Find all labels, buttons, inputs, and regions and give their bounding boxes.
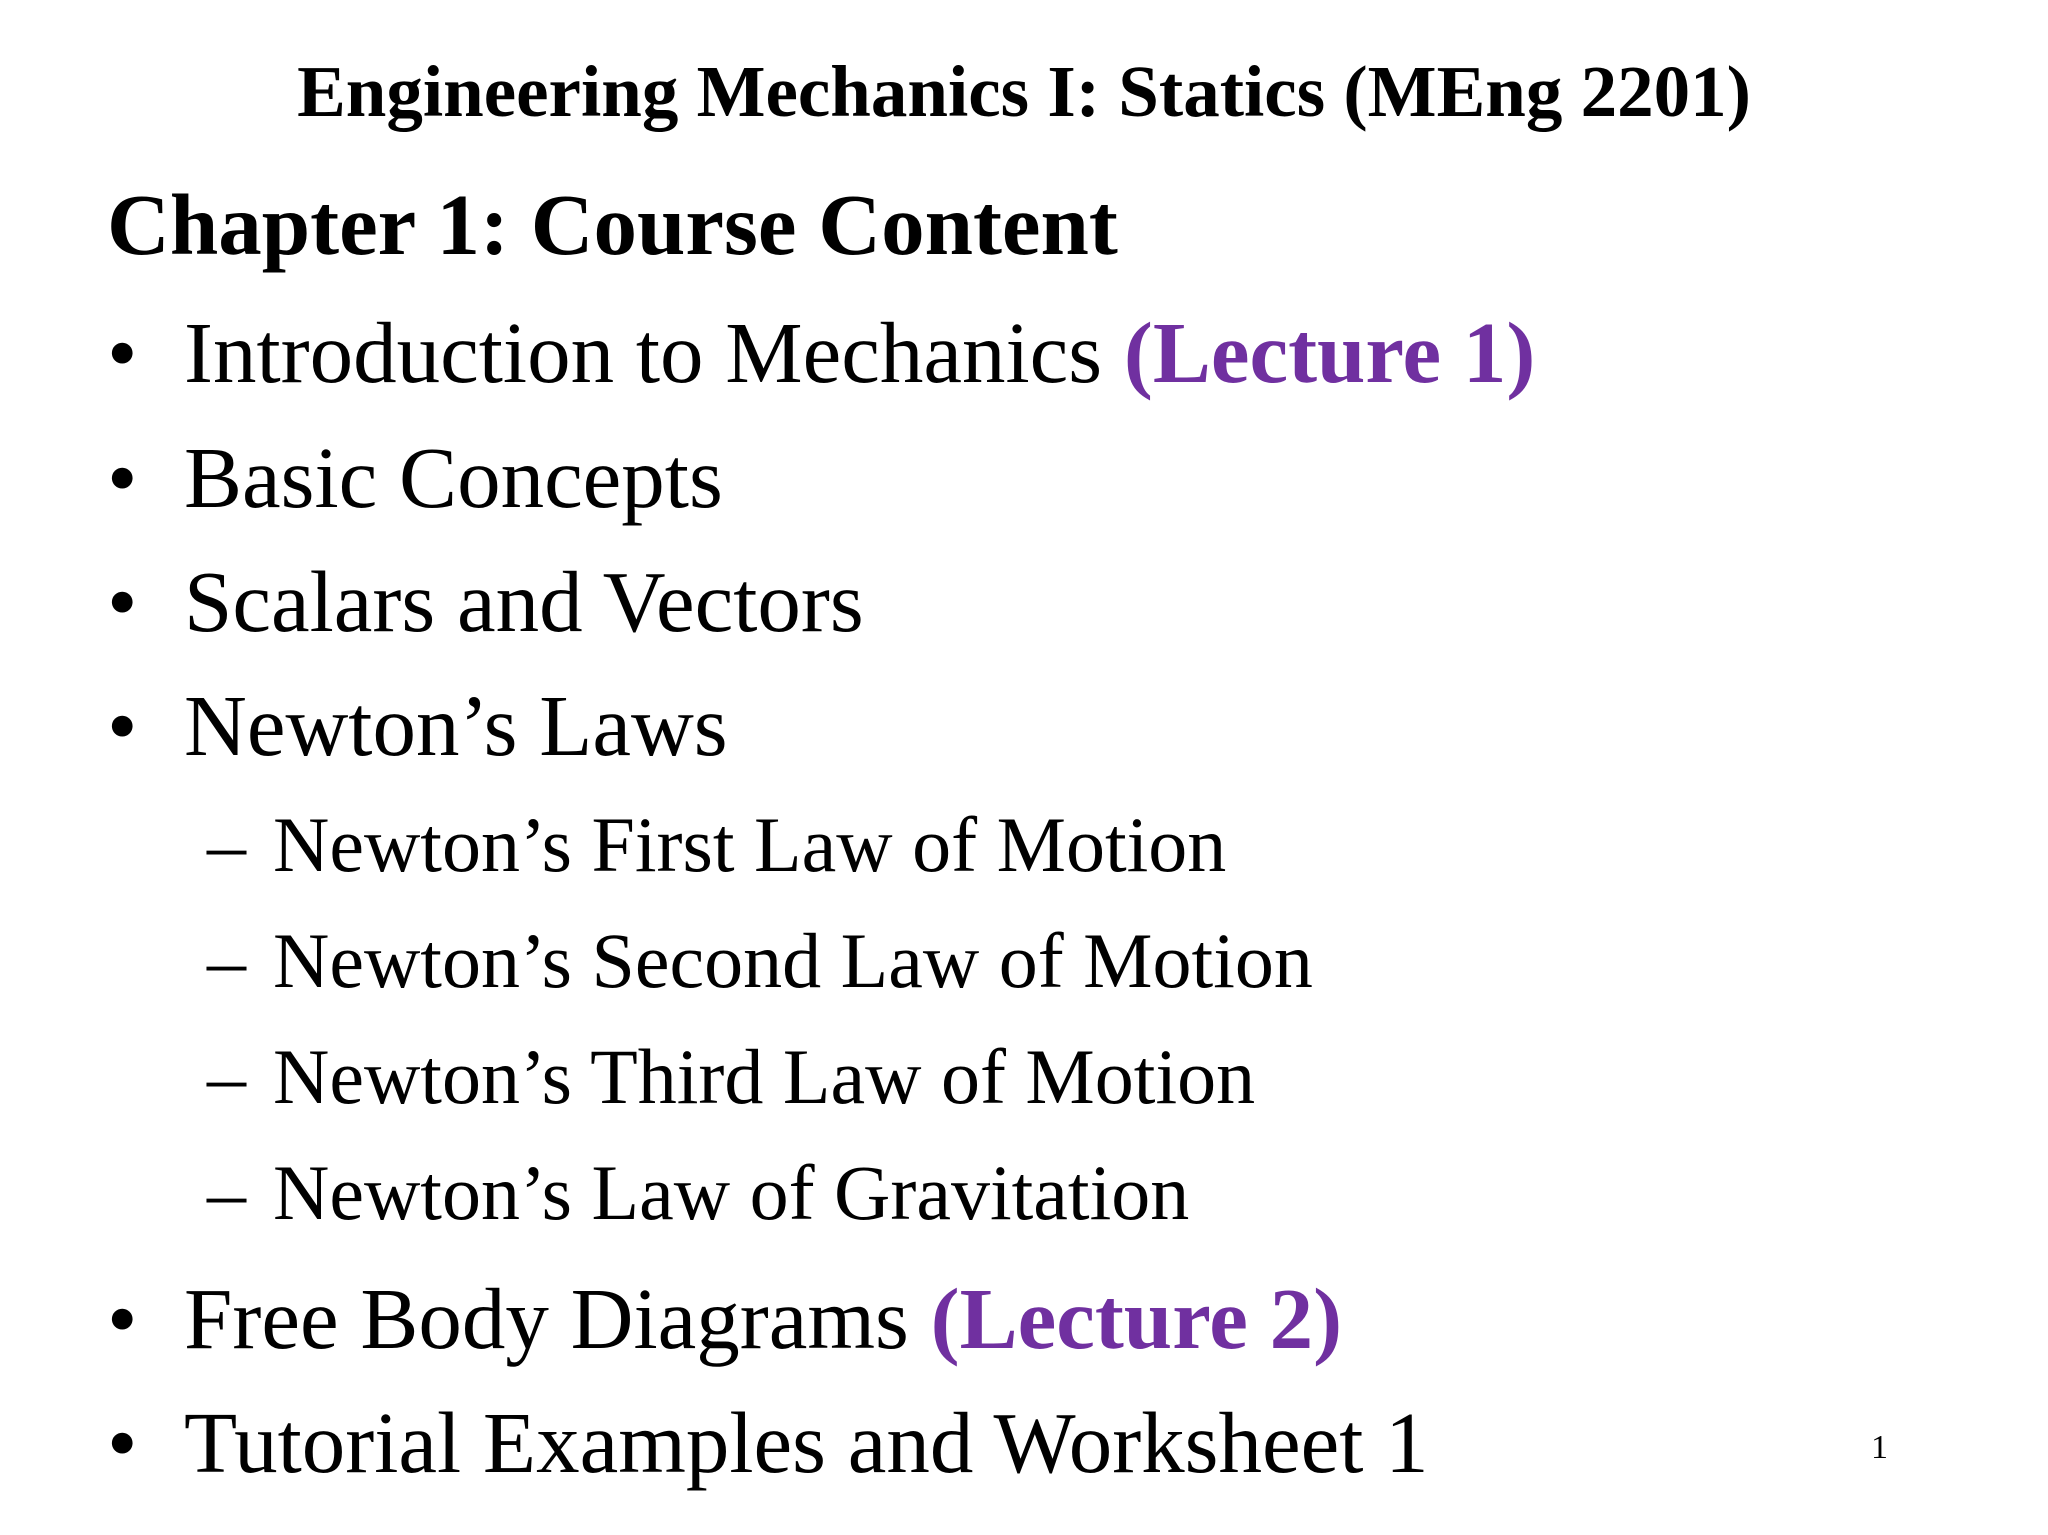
dash-icon: –: [207, 917, 246, 1004]
dash-icon: –: [207, 1149, 246, 1236]
list-item-basic-concepts: [107, 423, 723, 533]
item-text: Free Body Diagrams: [184, 1270, 931, 1367]
chapter-title: Chapter 1: Course Content: [107, 176, 1118, 273]
page-number: 1: [1871, 1429, 1888, 1466]
bullet-icon: •: [107, 1270, 138, 1367]
list-item-tutorial-examples: [107, 1388, 1429, 1498]
item-text: Basic Concepts: [184, 429, 723, 526]
sub-item-second-law: [207, 911, 1313, 1011]
item-text: Newton’s Laws: [184, 677, 728, 774]
item-text: Introduction to Mechanics: [184, 304, 1124, 401]
sub-item-text: Newton’s Law of Gravitation: [273, 1149, 1190, 1236]
lecture-label: (Lecture 2): [930, 1270, 1343, 1367]
list-item-introduction: [107, 298, 1535, 408]
bullet-icon: •: [107, 553, 138, 650]
item-text: Tutorial Examples and Worksheet 1: [184, 1394, 1429, 1491]
list-item-scalars-vectors: [107, 547, 864, 657]
course-title: Engineering Mechanics I: Statics (MEng 2201): [297, 51, 1751, 132]
item-text: Scalars and Vectors: [184, 553, 864, 650]
bullet-icon: •: [107, 1394, 138, 1491]
sub-item-first-law: [207, 795, 1226, 895]
sub-item-text: Newton’s Third Law of Motion: [273, 1033, 1256, 1120]
lecture-label: (Lecture 1): [1123, 304, 1536, 401]
dash-icon: –: [207, 1033, 246, 1120]
sub-item-third-law: [207, 1027, 1255, 1127]
bullet-icon: •: [107, 429, 138, 526]
sub-item-text: Newton’s Second Law of Motion: [273, 917, 1313, 1004]
sub-item-text: Newton’s First Law of Motion: [273, 801, 1227, 888]
dash-icon: –: [207, 801, 246, 888]
list-item-free-body-diagrams: [107, 1264, 1342, 1374]
bullet-icon: •: [107, 677, 138, 774]
sub-item-gravitation: [207, 1143, 1189, 1243]
bullet-icon: •: [107, 304, 138, 401]
list-item-newtons-laws: [107, 671, 728, 781]
